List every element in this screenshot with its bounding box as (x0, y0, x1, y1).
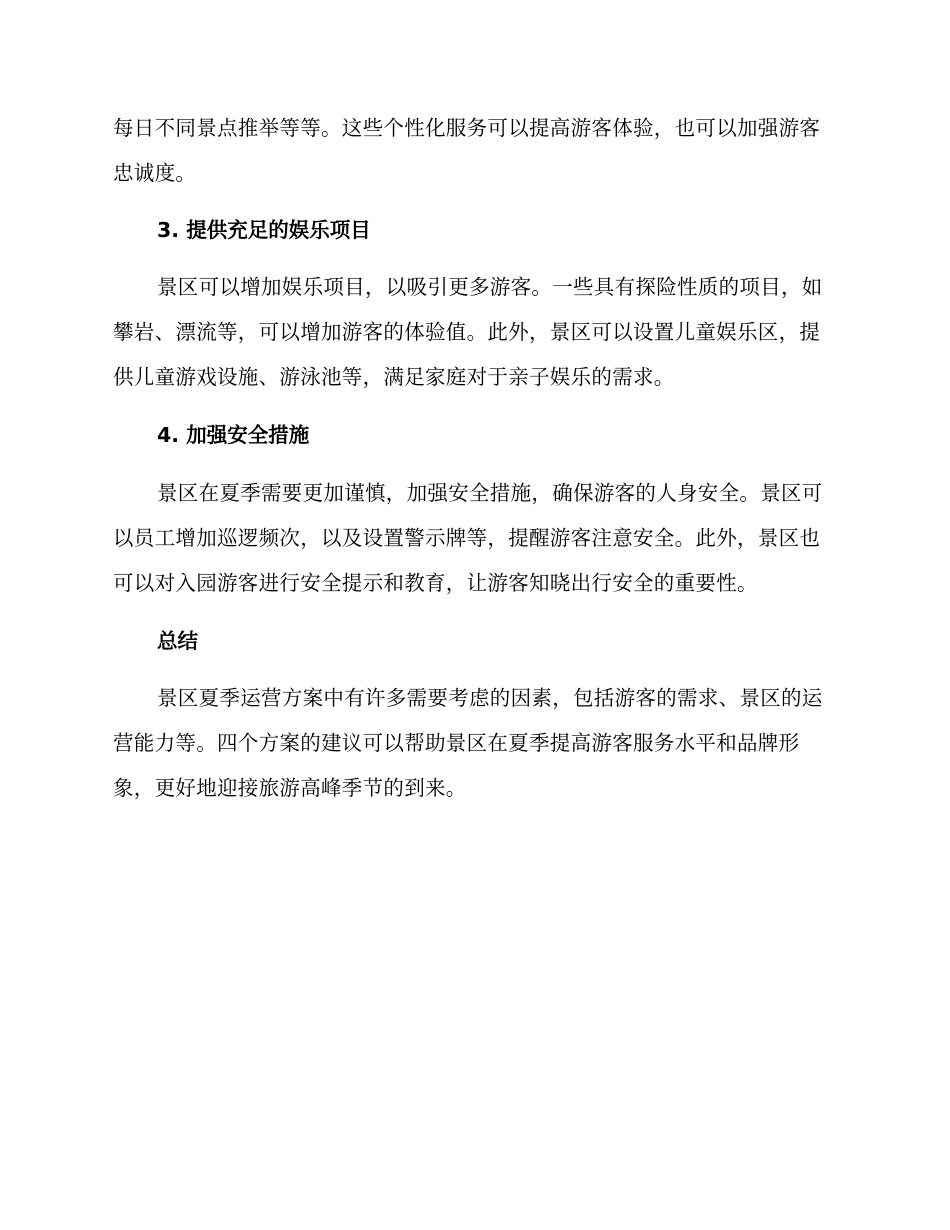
summary-heading: 总结 (157, 629, 198, 653)
section-3-heading: 3. 提供充足的娱乐项目 (157, 218, 371, 242)
section-4-body: 景区在夏季需要更加谨慎，加强安全措施，确保游客的人身安全。景区可以员工增加巡逻频次，以及设置警示牌等，提醒游客注意安全。此外，景区也可以对入园游客进行安全提示和教育，让游客知晓出行安全的重要性。 (113, 481, 823, 595)
summary-body: 景区夏季运营方案中有许多需要考虑的因素，包括游客的需求、景区的运营能力等。四个方案的建议可以帮助景区在夏季提高游客服务水平和品牌形象，更好地迎接旅游高峰季节的到来。 (113, 686, 823, 800)
section-4-heading: 4. 加强安全措施 (157, 423, 310, 447)
section-3-body: 景区可以增加娱乐项目，以吸引更多游客。一些具有探险性质的项目，如攀岩、漂流等，可以增加游客的体验值。此外，景区可以设置儿童娱乐区，提供儿童游戏设施、游泳池等，满足家庭对于亲子娱乐的需求。 (113, 275, 823, 389)
paragraph-continued: 每日不同景点推举等等。这些个性化服务可以提高游客体验，也可以加强游客忠诚度。 (113, 116, 821, 185)
